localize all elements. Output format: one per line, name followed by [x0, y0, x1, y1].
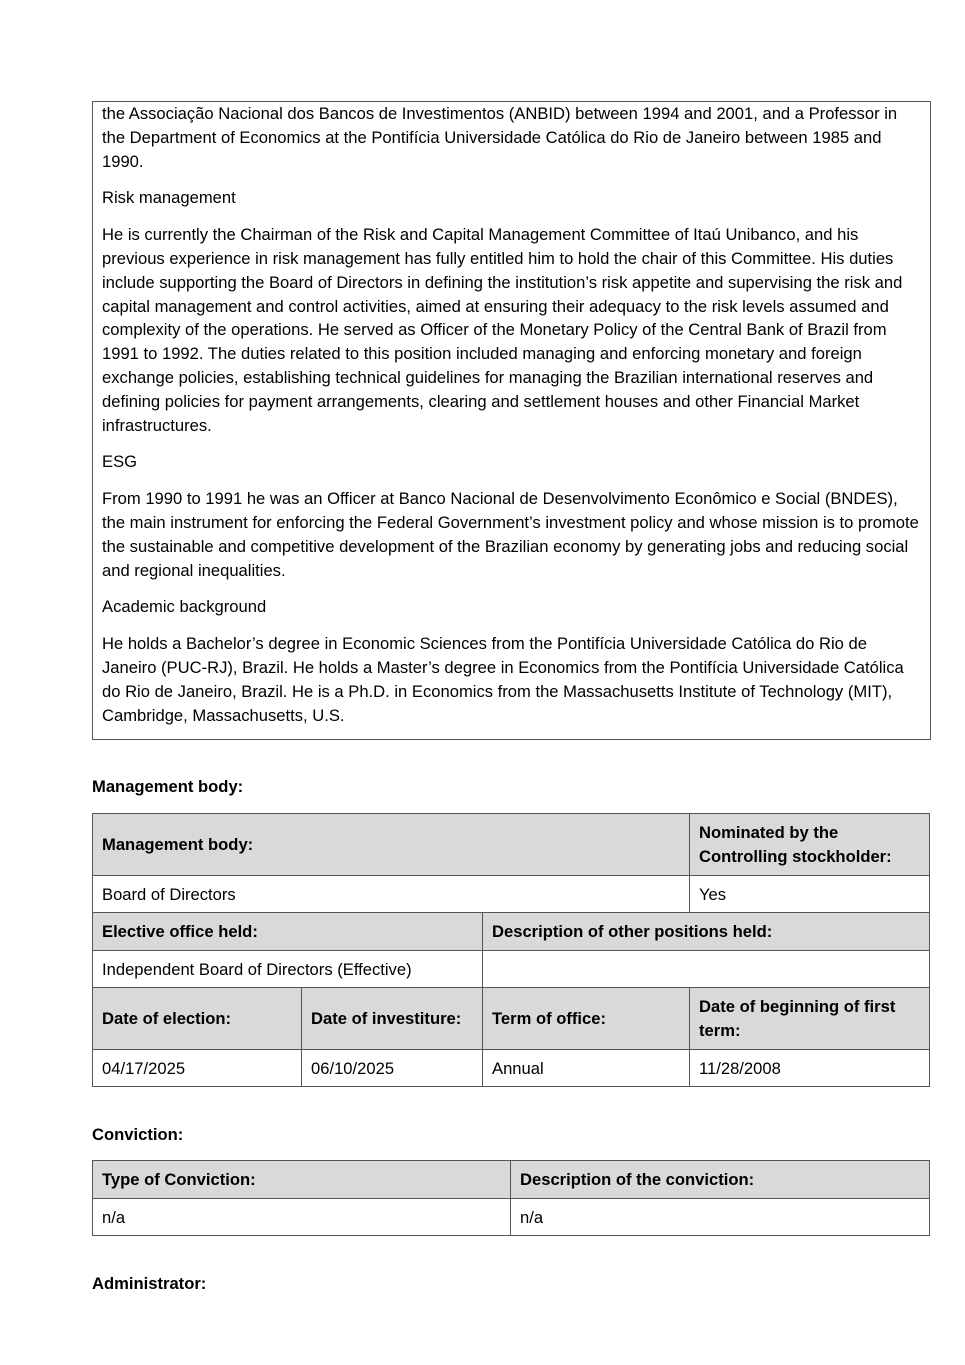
- table-row: [93, 913, 930, 951]
- bio-paragraph-previous-positions: the Associação Nacional dos Bancos de Investimentos (ANBID) between 1994 and 2001, and a Professor in the Department of Economics at the Pontifícia Universidade Católica do Rio de Janeiro between 1985 and 1990.: [102, 104, 898, 171]
- bio-paragraph-risk-management: He is currently the Chairman of the Risk and Capital Management Committee of Itaú Unibanco, and his previous experience in risk management has fully entitled him to hold the chair of this Committee. His duties include supporting the Board of Directors in defining the institution’s risk appetite and supervising the risk and capital management and control activities, aimed at ensuring their adequacy to the risk levels assumed and complexity of the operations. He served as Officer of the Monetary Policy of the Central Bank of Brazil from 1991 to 1992. The duties related to this position included managing and enforcing monetary and foreign exchange policies, establishing technical guidelines for managing the Brazilian international reserves and defining policies for payment arrangements, clearing and settlement houses and other Financial Market infrastructures.: [102, 225, 903, 435]
- administrator-section-title: Administrator:: [92, 1274, 207, 1293]
- nominated-header: Nominated by the Controlling stockholder:: [690, 814, 930, 876]
- elective-office-value: Independent Board of Directors (Effective): [93, 951, 483, 988]
- table-row: [93, 1161, 930, 1199]
- first-term-header: Date of beginning of first term:: [690, 988, 930, 1050]
- table-row: [93, 951, 930, 988]
- date-election-value: 04/17/2025: [93, 1050, 302, 1087]
- date-investiture-value: 06/10/2025: [302, 1050, 483, 1087]
- table-row: [93, 876, 930, 913]
- first-term-value: 11/28/2008: [690, 1050, 930, 1087]
- conviction-table: [92, 1160, 930, 1236]
- date-election-header: Date of election:: [93, 988, 302, 1050]
- conviction-section-title: Conviction:: [92, 1125, 184, 1144]
- conviction-type-value: n/a: [93, 1199, 511, 1236]
- term-value: Annual: [483, 1050, 690, 1087]
- management-body-value: Board of Directors: [93, 876, 690, 913]
- management-table: [92, 813, 930, 1087]
- date-investiture-header: Date of investiture:: [302, 988, 483, 1050]
- management-body-header: Management body:: [93, 814, 690, 876]
- table-row: [93, 814, 930, 876]
- conviction-type-header: Type of Conviction:: [93, 1161, 511, 1199]
- bio-heading-risk-management: Risk management: [102, 188, 236, 208]
- other-positions-header: Description of other positions held:: [483, 913, 930, 951]
- biography-box: [92, 101, 931, 740]
- bio-paragraph-esg: From 1990 to 1991 he was an Officer at Banco Nacional de Desenvolvimento Econômico e Social (BNDES), the main instrument for enforcing the Federal Government’s investment policy and whose mission is to promote the sustainable and competitive development of the Brazilian economy by generating jobs and reducing social and regional inequalities.: [102, 489, 919, 580]
- term-header: Term of office:: [483, 988, 690, 1050]
- nominated-value: Yes: [690, 876, 930, 913]
- table-row: [93, 1050, 930, 1087]
- conviction-description-value: n/a: [511, 1199, 930, 1236]
- conviction-description-header: Description of the conviction:: [511, 1161, 930, 1199]
- bio-heading-academic: Academic background: [102, 597, 267, 617]
- management-section-title: Management body:: [92, 777, 244, 796]
- other-positions-value: [483, 951, 930, 988]
- bio-heading-esg: ESG: [102, 452, 138, 472]
- table-row: [93, 988, 930, 1050]
- table-row: [93, 1199, 930, 1236]
- elective-office-header: Elective office held:: [93, 913, 483, 951]
- bio-paragraph-academic: He holds a Bachelor’s degree in Economic Sciences from the Pontifícia Universidade Católica do Rio de Janeiro (PUC-RJ), Brazil. He holds a Master’s degree in Economics from the Pontifícia Universidade Católica do Rio de Janeiro, Brazil. He is a Ph.D. in Economics from the Massachusetts Institute of Technology (MIT), Cambridge, Massachusetts, U.S.: [102, 634, 904, 725]
